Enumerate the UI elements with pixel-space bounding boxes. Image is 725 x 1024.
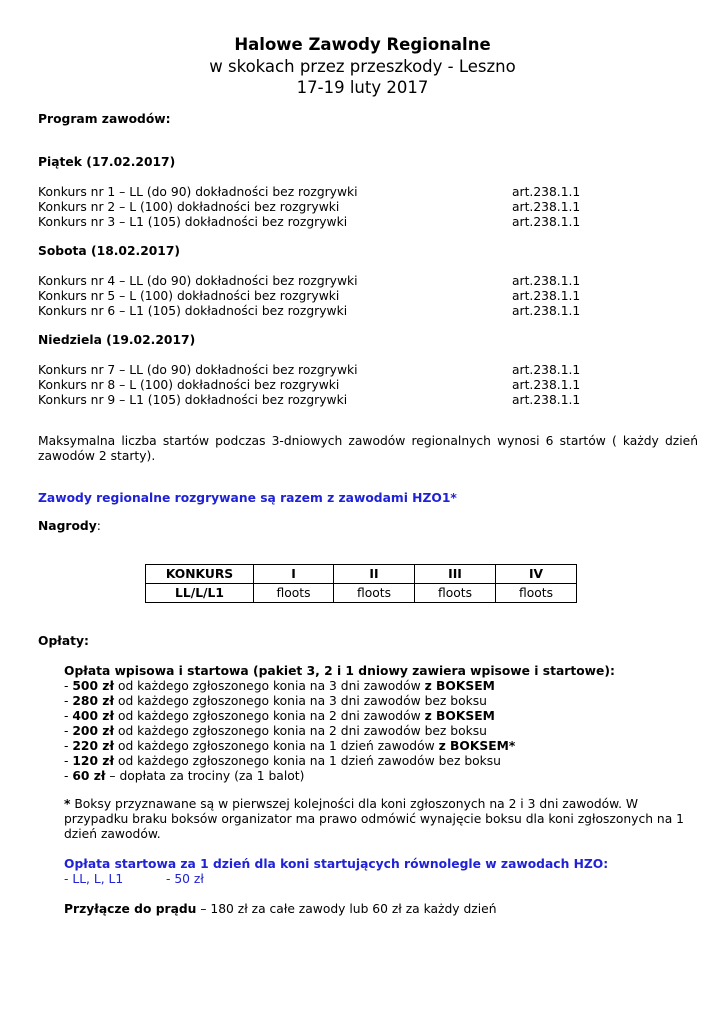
day-3-competitions [38, 363, 581, 408]
power-connection [64, 902, 497, 917]
competition-name: Konkurs nr 3 – L1 (105) dokładności bez rozgrywki [38, 215, 348, 229]
competition-row [38, 363, 581, 378]
prizes-header-cell: II [334, 565, 415, 584]
competition-name: Konkurs nr 1 – LL (do 90) dokładności bez rozgrywki [38, 185, 358, 199]
fee-suffix: z BOKSEM [424, 709, 495, 723]
fee-item: - 280 zł od każdego zgłoszonego konia na 3 dni zawodów bez boksu [64, 694, 487, 708]
fee-amount: 200 zł [72, 724, 115, 738]
competition-article: art.238.1.1 [512, 215, 581, 229]
competition-article: art.238.1.1 [512, 200, 581, 214]
competition-article: art.238.1.1 [512, 185, 581, 199]
competition-name: Konkurs nr 4 – LL (do 90) dokładności bez rozgrywki [38, 274, 358, 288]
competition-name: Konkurs nr 8 – L (100) dokładności bez rozgrywki [38, 378, 340, 392]
competition-article: art.238.1.1 [512, 393, 581, 407]
boxes-note-star: * [64, 797, 71, 811]
day-2-competitions [38, 274, 581, 319]
competition-article: art.238.1.1 [512, 363, 581, 377]
competition-name: Konkurs nr 9 – L1 (105) dokładności bez rozgrywki [38, 393, 348, 407]
fee-item: - 120 zł od każdego zgłoszonego konia na 1 dzień zawodów bez boksu [64, 754, 501, 768]
fee-amount: 400 zł [72, 709, 115, 723]
competition-row [38, 185, 581, 200]
prizes-header-cell: III [415, 565, 496, 584]
fee-text: od każdego zgłoszonego konia na 1 dzień zawodów [114, 739, 439, 753]
fee-amount: 220 zł [72, 739, 115, 753]
fee-item: - 220 zł od każdego zgłoszonego konia na 1 dzień zawodów z BOKSEM* [64, 739, 516, 753]
fee-amount: 280 zł [72, 694, 115, 708]
fees-entry-heading: Opłata wpisowa i startowa (pakiet 3, 2 i 1 dniowy zawiera wpisowe i startowe): [64, 664, 615, 678]
day-1-label: Piątek (17.02.2017) [38, 155, 176, 169]
day-1-competitions [38, 185, 581, 230]
competition-row [38, 215, 581, 230]
prizes-table [145, 564, 577, 603]
fees-entry-section [64, 664, 615, 784]
fees-heading: Opłaty: [38, 634, 89, 648]
competition-row [38, 289, 581, 304]
competition-row [38, 378, 581, 393]
start-fee-section [64, 857, 608, 887]
competition-row [38, 304, 581, 319]
hzo-note: Zawody regionalne rozgrywane są razem z zawodami HZO1* [38, 491, 457, 505]
prizes-header-cell: KONKURS [146, 565, 254, 584]
fee-text: od każdego zgłoszonego konia na 3 dni zawodów bez boksu [114, 694, 487, 708]
day-2-label: Sobota (18.02.2017) [38, 244, 181, 258]
fee-item: - 500 zł od każdego zgłoszonego konia na 3 dni zawodów z BOKSEM [64, 679, 495, 693]
start-fee-row [64, 872, 608, 887]
prizes-data-row [146, 584, 577, 603]
competition-row [38, 393, 581, 408]
competition-name: Konkurs nr 6 – L1 (105) dokładności bez rozgrywki [38, 304, 348, 318]
fee-text: – dopłata za trociny (za 1 balot) [105, 769, 305, 783]
prizes-header-cell: I [254, 565, 334, 584]
competition-name: Konkurs nr 2 – L (100) dokładności bez rozgrywki [38, 200, 340, 214]
max-starts-note: Maksymalna liczba startów podczas 3-dniowych zawodów regionalnych wynosi 6 startów ( każdy dzień zawodów 2 starty). [38, 434, 698, 463]
competition-row [38, 200, 581, 215]
fee-item: - 400 zł od każdego zgłoszonego konia na 2 dni zawodów z BOKSEM [64, 709, 495, 723]
prizes-heading-colon: : [96, 519, 101, 533]
fee-text: od każdego zgłoszonego konia na 1 dzień zawodów bez boksu [114, 754, 501, 768]
fee-suffix: z BOKSEM* [438, 739, 516, 753]
prizes-header-row [146, 565, 577, 584]
title-block [0, 34, 725, 98]
boxes-note [64, 797, 689, 842]
start-fee-heading: Opłata startowa za 1 dzień dla koni startujących równolegle w zawodach HZO: [64, 857, 609, 871]
prizes-cell: floots [496, 584, 577, 603]
start-fee-amount: - 50 zł [166, 872, 204, 886]
prizes-cell: floots [334, 584, 415, 603]
prizes-heading-line [38, 519, 101, 534]
competition-name: Konkurs nr 7 – LL (do 90) dokładności bez rozgrywki [38, 363, 358, 377]
fee-text: od każdego zgłoszonego konia na 2 dni zawodów bez boksu [114, 724, 487, 738]
power-label: Przyłącze do prądu [64, 902, 197, 916]
prizes-class-cell: LL/L/L1 [146, 584, 254, 603]
fee-text: od każdego zgłoszonego konia na 2 dni zawodów [114, 709, 425, 723]
competition-row [38, 274, 581, 289]
fee-text: od każdego zgłoszonego konia na 3 dni zawodów [114, 679, 425, 693]
document-title: Halowe Zawody Regionalne [234, 35, 491, 54]
prizes-cell: floots [415, 584, 496, 603]
day-3-label: Niedziela (19.02.2017) [38, 333, 196, 347]
competition-article: art.238.1.1 [512, 289, 581, 303]
competition-name: Konkurs nr 5 – L (100) dokładności bez rozgrywki [38, 289, 340, 303]
document-subtitle: w skokach przez przeszkody - Leszno [209, 57, 516, 76]
prizes-cell: floots [254, 584, 334, 603]
prizes-header-cell: IV [496, 565, 577, 584]
competition-article: art.238.1.1 [512, 274, 581, 288]
fee-amount: 120 zł [72, 754, 115, 768]
competition-article: art.238.1.1 [512, 304, 581, 318]
fee-amount: 60 zł [72, 769, 106, 783]
fee-amount: 500 zł [72, 679, 115, 693]
fee-item: - 200 zł od każdego zgłoszonego konia na 2 dni zawodów bez boksu [64, 724, 487, 738]
competition-article: art.238.1.1 [512, 378, 581, 392]
fee-item: - 60 zł – dopłata za trociny (za 1 balot) [64, 769, 305, 783]
start-fee-classes: - LL, L, L1 [64, 872, 124, 886]
boxes-note-text: Boksy przyznawane są w pierwszej kolejności dla koni zgłoszonych na 2 i 3 dni zawodów. W przypadku braku boksów organizator ma prawo odmówić wynajęcie boksu dla koni zgłoszonych na 1 dzień zawodów. [64, 797, 684, 841]
power-text: – 180 zł za całe zawody lub 60 zł za każdy dzień [196, 902, 497, 916]
document-dates: 17-19 luty 2017 [296, 78, 429, 97]
program-heading: Program zawodów: [38, 112, 171, 126]
fee-suffix: z BOKSEM [424, 679, 495, 693]
prizes-heading: Nagrody [38, 519, 97, 533]
